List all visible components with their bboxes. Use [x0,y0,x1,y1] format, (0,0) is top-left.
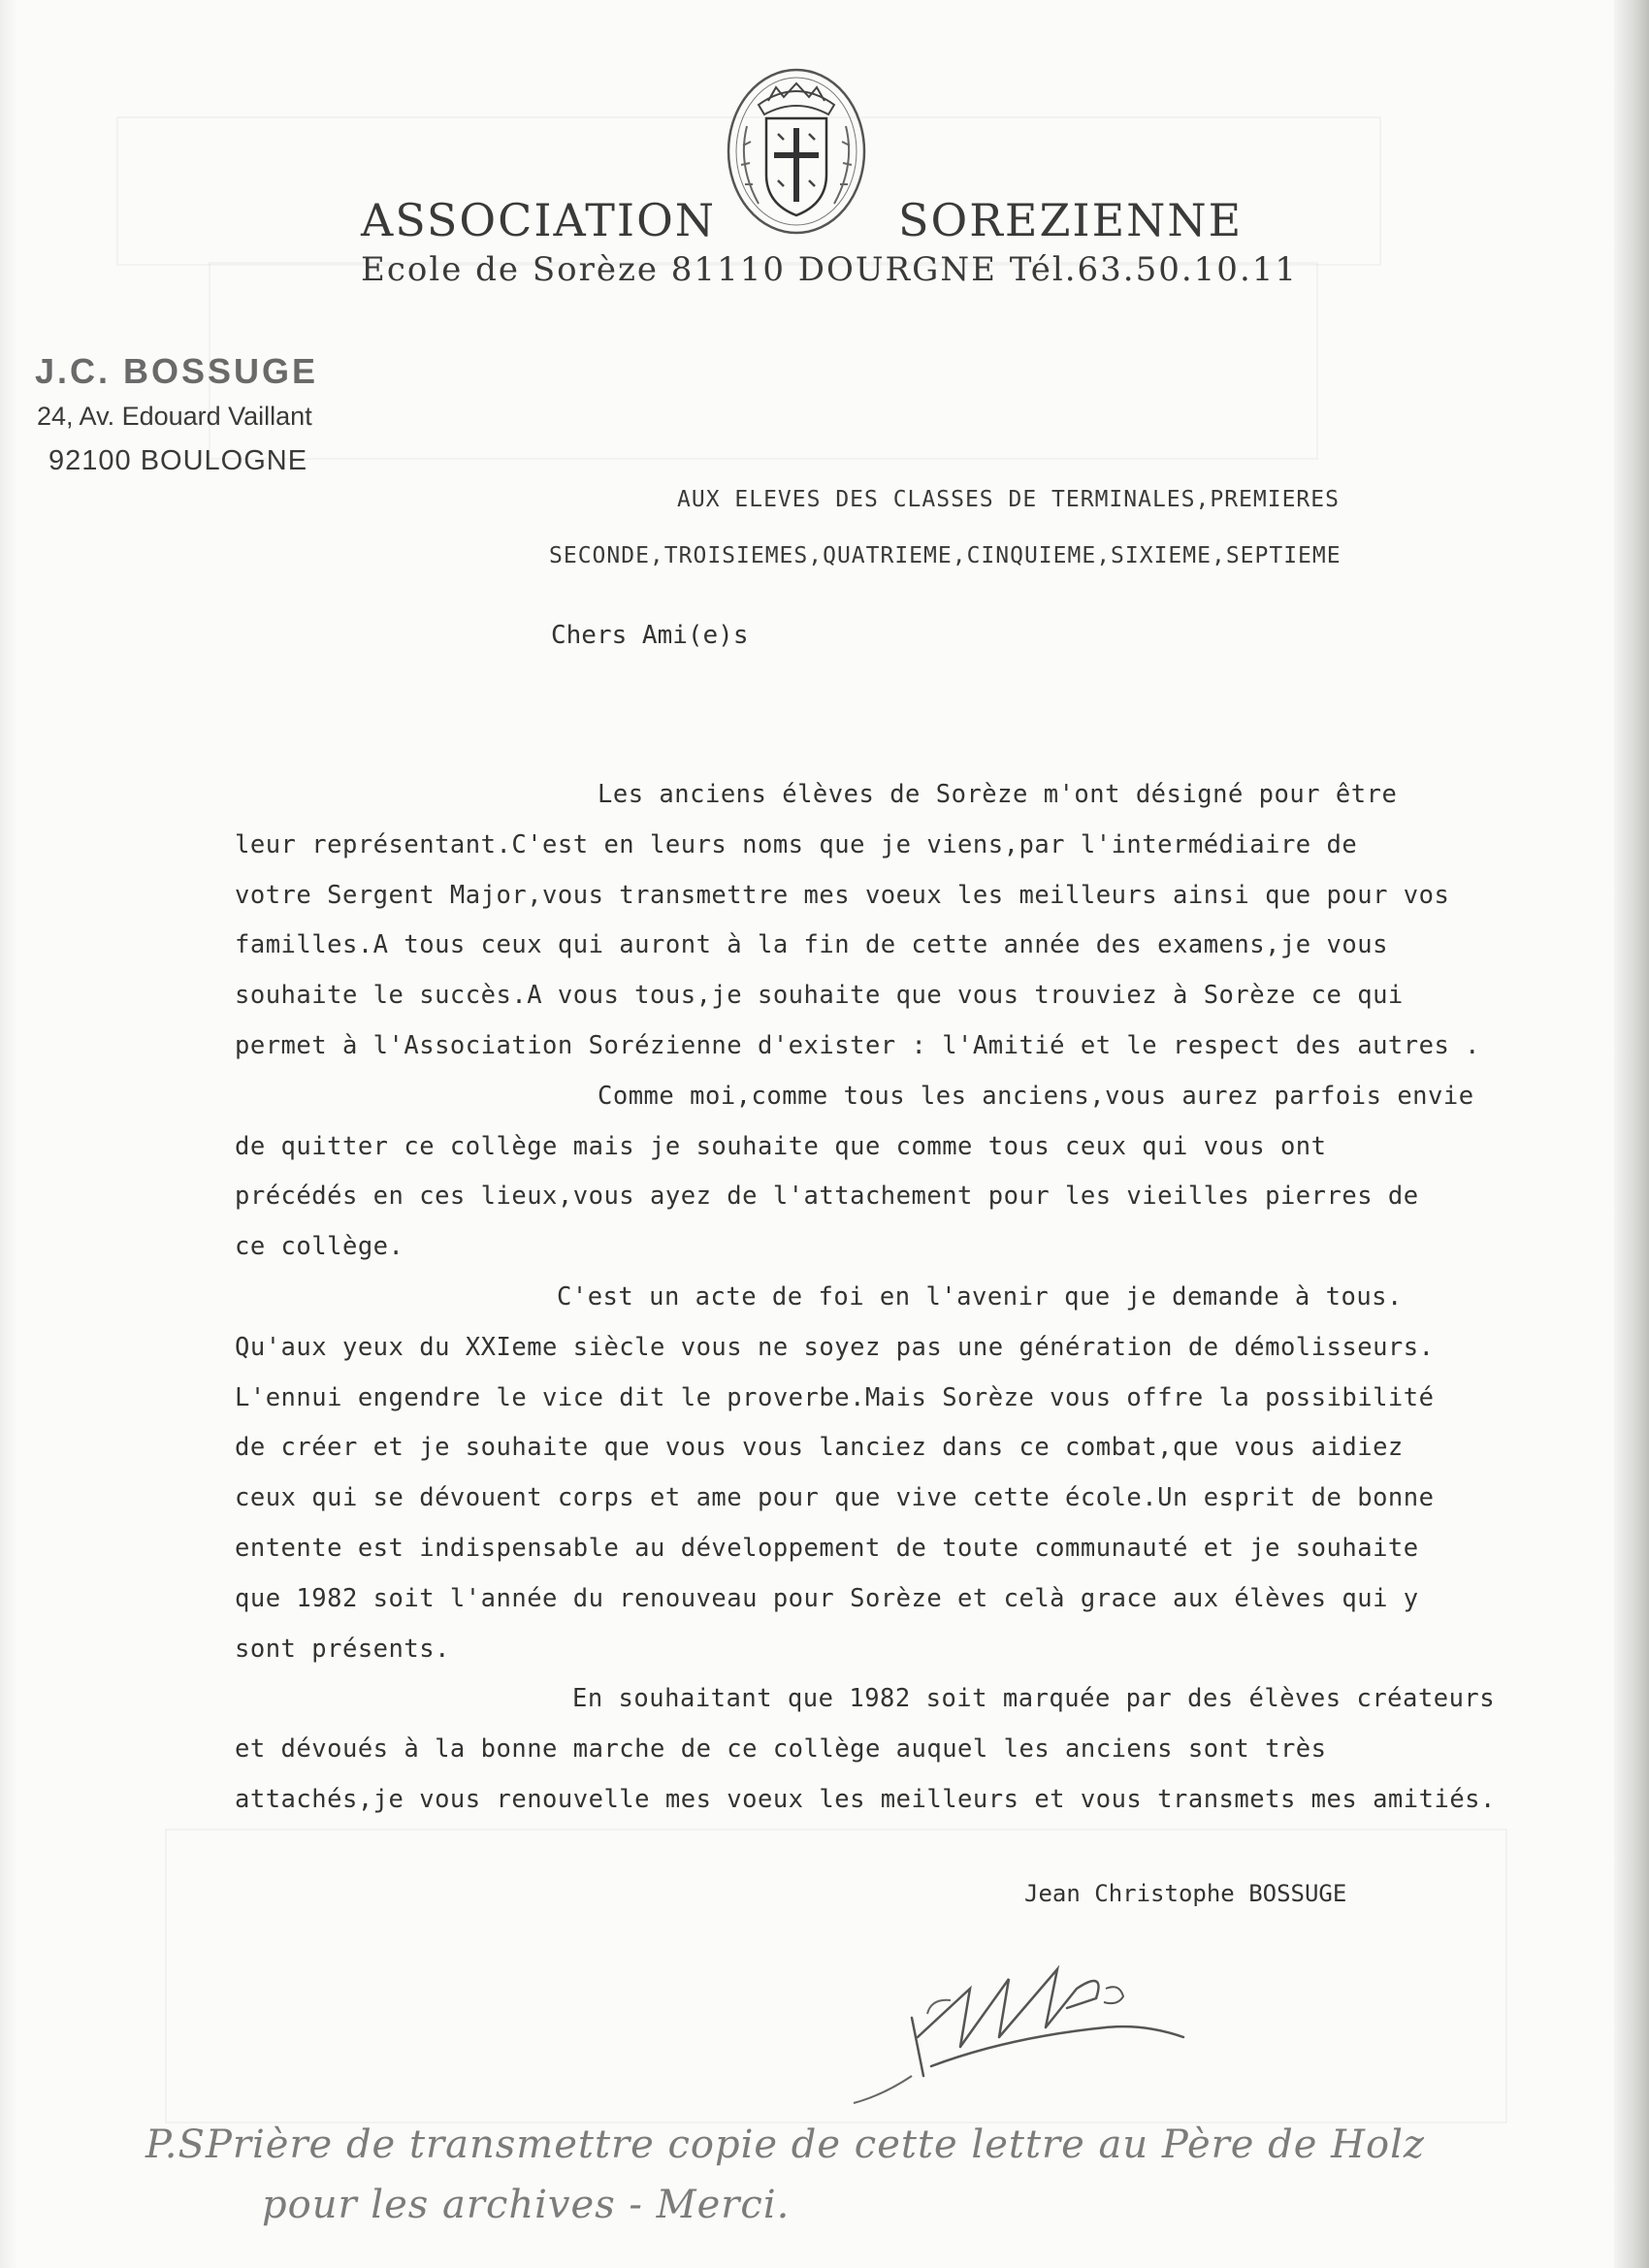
sender-street: 24, Av. Edouard Vaillant [37,402,312,431]
postscript-line: Prière de transmettre copie de cette lettre au Père de Holz [205,2122,1425,2167]
body-line: ce collège. [235,1232,404,1262]
body-line: entente est indispensable au développement de toute communauté et je souhaite [235,1533,1419,1563]
addressee-line: SECONDE,TROISIEMES,QUATRIEME,CINQUIEME,SIXIEME,SEPTIEME [549,543,1342,568]
sender-city: 92100 BOULOGNE [48,445,308,476]
addressee-line: AUX ELEVES DES CLASSES DE TERMINALES,PREMIERES [677,487,1340,512]
signature-name: Jean Christophe BOSSUGE [1024,1880,1347,1907]
body-line: sont présents. [235,1634,450,1664]
body-line: précédés en ces lieux,vous ayez de l'attachement pour les vieilles pierres de [235,1182,1419,1212]
sender-block [35,351,318,477]
greeting: Chers Ami(e)s [551,621,749,650]
body-line: attachés,je vous renouvelle mes voeux les meilleurs et vous transmets mes amitiés. [235,1784,1496,1814]
body-line: de créer et je souhaite que vous vous lanciez dans ce combat,que vous aidiez [235,1433,1404,1463]
addressee-block [551,471,1342,584]
postscript-tag: P.S [146,2122,206,2167]
body-line: que 1982 soit l'année du renouveau pour Sorèze et celà grace aux élèves qui y [235,1583,1419,1613]
body-line: leur représentant.C'est en leurs noms que je viens,par l'intermédiaire de [235,829,1358,859]
letterhead-address: Ecole de Sorèze 81110 DOURGNE Tél.63.50.10.11 [361,250,1299,289]
postscript [146,2122,1600,2227]
body-line: Qu'aux yeux du XXIeme siècle vous ne soyez pas une génération de démolisseurs. [235,1332,1435,1362]
handwritten-signature [815,1930,1203,2115]
scan-edge [1614,0,1649,2268]
bleed-through-mark [209,262,1318,460]
body-line: de quitter ce collège mais je souhaite que comme tous ceux qui vous ont [235,1131,1327,1161]
body-line: En souhaitant que 1982 soit marquée par des élèves créateurs [572,1684,1496,1714]
body-line: souhaite le succès.A vous tous,je souhaite que vous trouviez à Sorèze ce qui [235,981,1404,1011]
coat-of-arms-icon [720,58,873,239]
postscript-line: pour les archives - Merci. [262,2183,791,2227]
body-line: et dévoués à la bonne marche de ce collège auquel les anciens sont très [235,1734,1327,1765]
body-line: Les anciens élèves de Sorèze m'ont désigné pour être [598,780,1398,809]
body-line: C'est un acte de foi en l'avenir que je demande à tous. [557,1281,1403,1312]
body-line: ceux qui se dévouent corps et ame pour que vive cette école.Un esprit de bonne [235,1483,1435,1513]
letterhead-right-word: SOREZIENNE [898,194,1244,246]
body-line: familles.A tous ceux qui auront à la fin de cette année des examens,je vous [235,930,1388,960]
body-line: votre Sergent Major,vous transmettre mes voeux les meilleurs ainsi que pour vos [235,880,1450,910]
body-line: Comme moi,comme tous les anciens,vous aurez parfois envie [598,1081,1474,1111]
sender-name: J.C. BOSSUGE [35,351,319,391]
body-line: permet à l'Association Sorézienne d'exister : l'Amitié et le respect des autres . [235,1030,1481,1060]
letter-body [235,770,1554,1826]
body-line: L'ennui engendre le vice dit le proverbe.Mais Sorèze vous offre la possibilité [235,1382,1435,1412]
letterhead-left-word: ASSOCIATION [361,194,717,246]
